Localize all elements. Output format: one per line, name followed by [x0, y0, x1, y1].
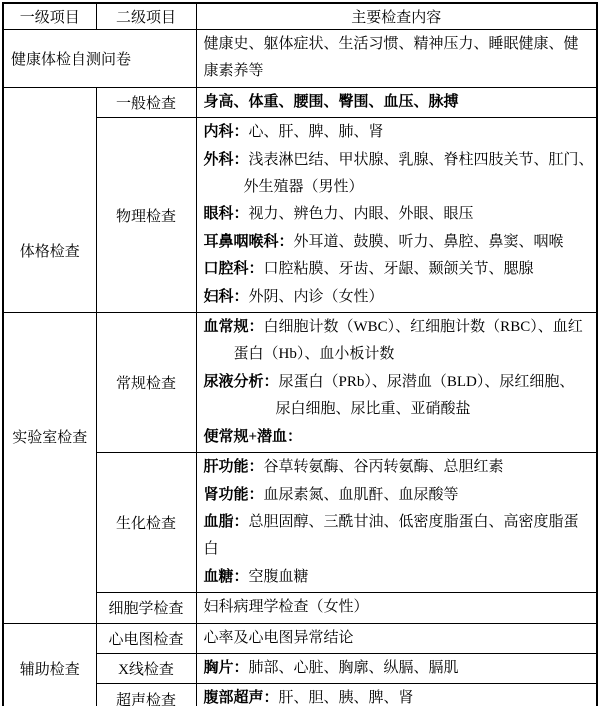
section-text: 白	[203, 541, 219, 558]
content-line	[204, 58, 590, 85]
cell-general-exam	[96, 87, 196, 117]
cell-ecg-exam	[96, 623, 196, 653]
section-label: 血常规：	[203, 319, 264, 336]
section-label: 血糖：	[203, 568, 249, 585]
section-text: 口腔粘膜、牙齿、牙龈、颞颌关节、腮腺	[263, 261, 534, 278]
content-cell	[196, 87, 597, 117]
section-label: 便常规+潜血：	[203, 428, 303, 445]
content-line	[204, 396, 590, 423]
content-line	[204, 369, 590, 396]
section-label: 妇科：	[203, 288, 249, 305]
cell-auxiliary-examination	[3, 623, 96, 706]
content-line	[204, 31, 590, 58]
level1-label: 实验室检查	[12, 430, 88, 447]
section-text: 视力、辨色力、内眼、外眼、眼压	[248, 206, 474, 223]
level2-label: 超声检查	[115, 692, 176, 706]
section-text: 外阴、内诊（女性）	[248, 288, 384, 305]
content-line	[204, 314, 590, 341]
cell-biochemical-exam	[96, 453, 196, 593]
section-label: 尿液分析：	[203, 373, 279, 390]
section-text: 妇科病理学检查（女性）	[203, 599, 369, 616]
content-cell	[196, 623, 597, 653]
table-row	[3, 313, 597, 453]
section-label: 肝功能：	[203, 459, 264, 476]
section-text: 白细胞计数（WBC）、红细胞计数（RBC）、血红	[263, 319, 583, 336]
cell-xray-exam	[96, 653, 196, 683]
content-line	[204, 284, 590, 311]
content-line	[204, 341, 590, 368]
cell-physical-exam	[96, 118, 196, 313]
content-line	[204, 625, 590, 652]
cell-ultrasound-exam	[96, 684, 196, 706]
content-cell	[196, 30, 597, 88]
content-cell	[196, 593, 597, 623]
section-label: 腹部超声：	[203, 690, 279, 706]
section-label: 耳鼻咽喉科：	[203, 233, 294, 250]
content-cell	[196, 684, 597, 706]
section-text: 外耳道、鼓膜、听力、鼻腔、鼻窦、咽喉	[293, 233, 564, 250]
content-line	[204, 564, 590, 591]
content-line	[204, 536, 590, 563]
section-text: 蛋白（Hb）、血小板计数	[233, 346, 395, 363]
content-line	[204, 424, 590, 451]
section-label: 口腔科：	[203, 261, 264, 278]
section-label: 血脂：	[203, 513, 249, 530]
content-line	[204, 119, 590, 146]
header-row	[3, 3, 597, 30]
section-text: 心率及心电图异常结论	[203, 629, 354, 646]
content-line	[204, 229, 590, 256]
level2-label: 细胞学检查	[108, 601, 184, 618]
level2-label: 心电图检查	[108, 631, 184, 648]
section-text: 尿蛋白（PRb）、尿潜血（BLD）、尿红细胞、	[278, 373, 575, 390]
section-text: 浅表淋巴结、甲状腺、乳腺、脊柱四肢关节、肛门、	[248, 151, 594, 168]
cell-questionnaire	[3, 30, 196, 88]
section-text: 外生殖器（男性）	[243, 179, 364, 196]
cell-laboratory-examination	[3, 313, 96, 623]
section-text: 血尿素氮、血肌酐、血尿酸等	[263, 486, 459, 503]
content-line	[204, 256, 590, 283]
level1-label: 体格检查	[19, 244, 80, 261]
content-line	[204, 509, 590, 536]
cell-cytology-exam	[96, 593, 196, 623]
section-text: 总胆固醇、三酰甘油、低密度脂蛋白、高密度脂蛋	[248, 513, 579, 530]
content-line	[204, 454, 590, 481]
content-line	[204, 174, 590, 201]
level2-label: 一般检查	[115, 96, 176, 113]
section-text: 健康史、躯体症状、生活习惯、精神压力、睡眠健康、健	[203, 36, 579, 52]
column-header-content: 主要检查内容	[196, 3, 597, 30]
level2-label: X线检查	[118, 662, 174, 679]
section-text: 空腹血糖	[248, 568, 309, 585]
column-header-level1: 一级项目	[3, 3, 96, 30]
level1-label: 健康体检自测问卷	[11, 51, 132, 68]
section-text: 肺部、心脏、胸廓、纵膈、膈肌	[248, 659, 459, 676]
content-cell	[196, 653, 597, 683]
section-label: 身高、体重、腰围、臀围、血压、脉搏	[203, 93, 459, 110]
section-label: 内科：	[203, 124, 249, 141]
column-header-level2: 二级项目	[96, 3, 196, 30]
content-line	[204, 201, 590, 228]
content-line	[204, 482, 590, 509]
section-label: 眼科：	[203, 206, 249, 223]
section-text: 肝、胆、胰、脾、肾	[278, 690, 414, 706]
section-label: 肾功能：	[203, 486, 264, 503]
content-line	[204, 594, 590, 621]
section-text: 心、肝、脾、肺、肾	[248, 124, 384, 141]
section-text: 康素养等	[203, 63, 264, 80]
level2-label: 物理检查	[115, 208, 176, 225]
section-label: 外科：	[203, 151, 249, 168]
section-label: 胸片：	[203, 659, 249, 676]
content-cell	[196, 453, 597, 593]
table-row	[3, 623, 597, 653]
content-cell	[196, 118, 597, 313]
level1-label: 辅助检查	[19, 662, 80, 679]
level2-label: 常规检查	[115, 376, 176, 393]
exam-items-table	[2, 2, 598, 706]
cell-physical-examination	[3, 87, 96, 312]
table-row	[3, 87, 597, 117]
content-line	[203, 147, 594, 174]
section-text: 谷草转氨酶、谷丙转氨酶、总胆红素	[263, 459, 504, 476]
level2-label: 生化检查	[115, 516, 176, 533]
cell-routine-exam	[96, 313, 196, 453]
section-text: 尿白细胞、尿比重、亚硝酸盐	[275, 401, 471, 418]
content-line	[204, 89, 590, 116]
content-cell	[196, 313, 597, 453]
content-line	[204, 685, 590, 706]
table-row	[3, 30, 597, 88]
content-line	[204, 655, 590, 682]
